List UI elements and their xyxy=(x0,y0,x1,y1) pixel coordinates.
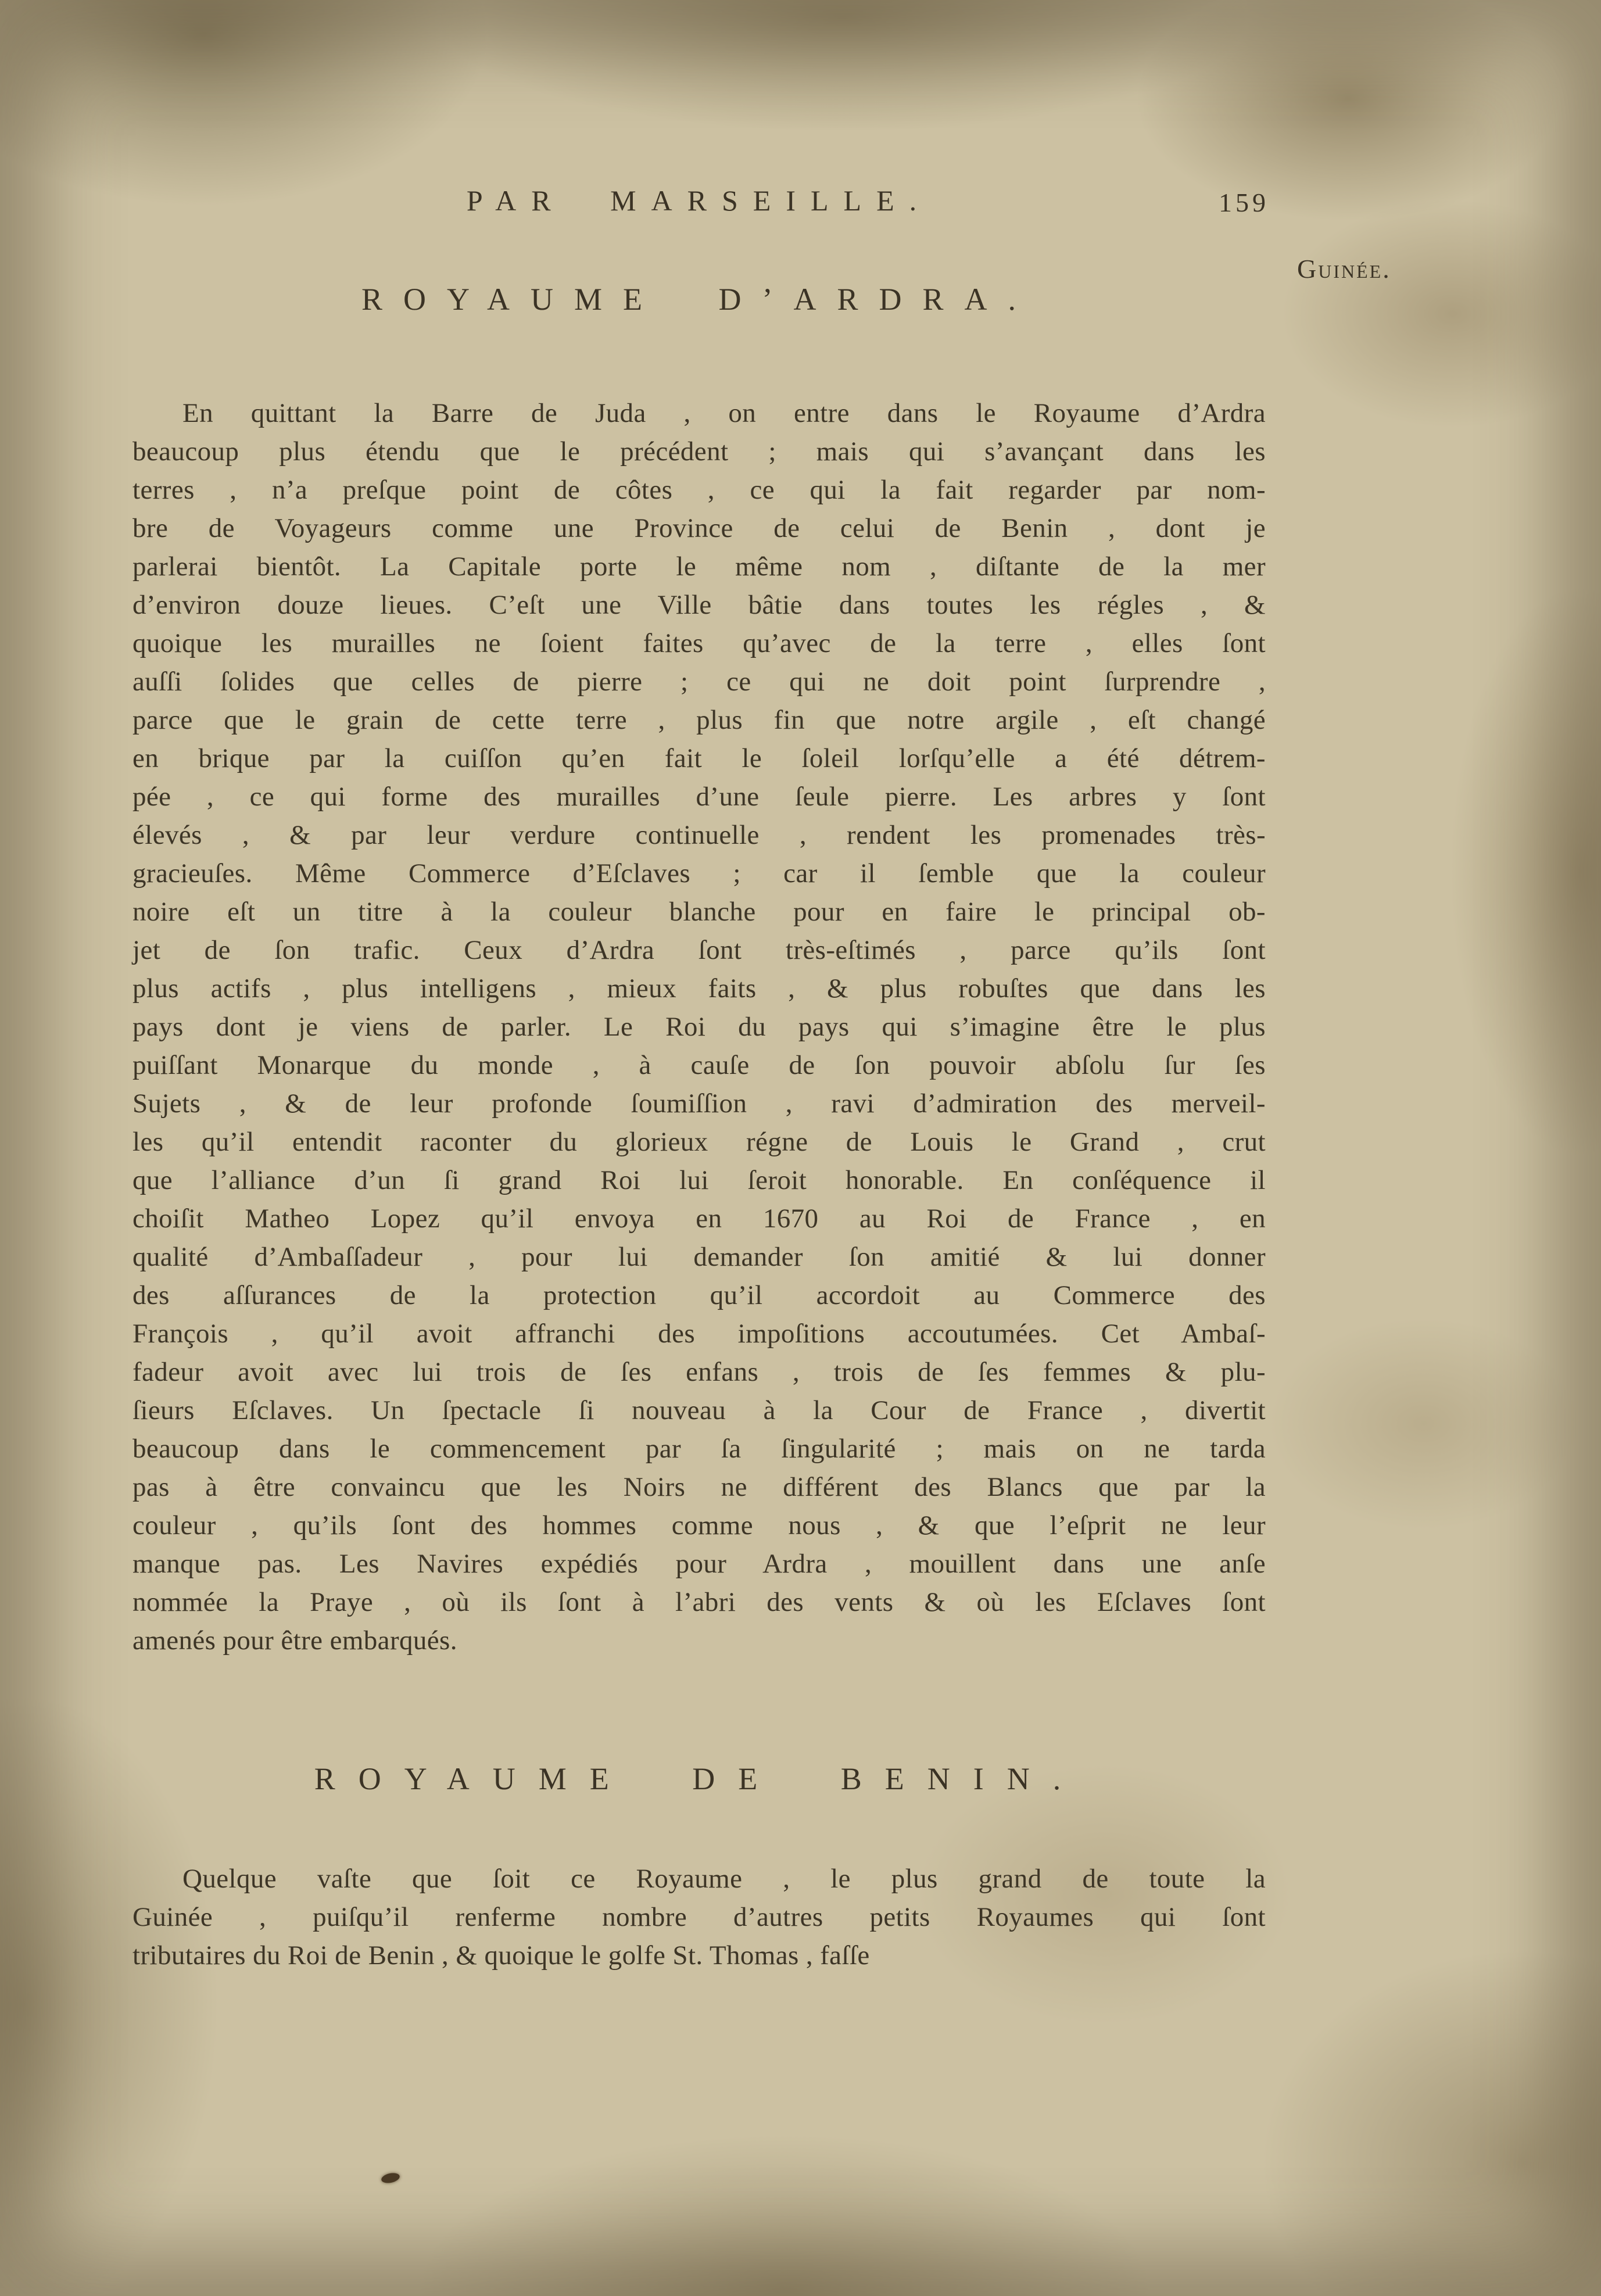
section-heading-ardra: ROYAUME D’ARDRA. xyxy=(361,282,1037,317)
page-number: 159 xyxy=(1219,188,1269,217)
paragraph-benin xyxy=(132,1860,1266,1975)
text-line: que l’alliance d’un ſi grand Roi lui ſeroit honorable. En conſéquence il xyxy=(132,1165,1266,1195)
section-heading-benin: ROYAUME DE BENIN. xyxy=(314,1761,1084,1796)
text-line: en brique par la cuiſſon qu’en fait le ſoleil lorſqu’elle a été détrem- xyxy=(132,743,1266,773)
text-line: auſſi ſolides que celles de pierre ; ce qui ne doit point ſurprendre , xyxy=(132,667,1266,697)
text-line: fadeur avoit avec lui trois de ſes enfans , trois de ſes femmes & plu- xyxy=(132,1357,1266,1387)
text-line: choiſit Matheo Lopez qu’il envoya en 1670 au Roi de France , en xyxy=(132,1203,1266,1234)
text-line: plus actifs , plus intelligens , mieux faits , & plus robuſtes que dans les xyxy=(132,973,1266,1004)
text-line: noire eſt un titre à la couleur blanche pour en faire le principal ob- xyxy=(132,897,1266,927)
text-line: parlerai bientôt. La Capitale porte le même nom , diſtante de la mer xyxy=(132,551,1266,582)
text-line: élevés , & par leur verdure continuelle , rendent les promenades très- xyxy=(132,820,1266,850)
text-line: les qu’il entendit raconter du glorieux régne de Louis le Grand , crut xyxy=(132,1127,1266,1157)
text-line: Guinée , puiſqu’il renferme nombre d’autres petits Royaumes qui ſont xyxy=(132,1902,1266,1932)
text-line: des aſſurances de la protection qu’il accordoit au Commerce des xyxy=(132,1280,1266,1310)
text-line: bre de Voyageurs comme une Province de celui de Benin , dont je xyxy=(132,513,1266,543)
text-line: gracieuſes. Même Commerce d’Eſclaves ; car il ſemble que la couleur xyxy=(132,858,1266,889)
text-line: jet de ſon trafic. Ceux d’Ardra ſont très-eſtimés , parce qu’ils ſont xyxy=(132,935,1266,965)
text-line: En quittant la Barre de Juda , on entre dans le Royaume d’Ardra xyxy=(182,398,1266,428)
margin-note: Guinée. xyxy=(1297,254,1391,284)
text-line: terres , n’a preſque point de côtes , ce qui la fait regarder par nom- xyxy=(132,475,1266,505)
text-line: d’environ douze lieues. C’eſt une Ville bâtie dans toutes les régles , & xyxy=(132,590,1266,620)
text-line: manque pas. Les Navires expédiés pour Ardra , mouillent dans une anſe xyxy=(132,1549,1266,1579)
text-line: pays dont je viens de parler. Le Roi du pays qui s’imagine être le plus xyxy=(132,1012,1266,1042)
text-line: parce que le grain de cette terre , plus fin que notre argile , eſt changé xyxy=(132,705,1266,735)
running-header: PAR MARSEILLE. xyxy=(466,184,932,217)
text-line: nommée la Praye , où ils ſont à l’abri des vents & où les Eſclaves ſont xyxy=(132,1587,1266,1617)
text-line: beaucoup plus étendu que le précédent ; mais qui s’avançant dans les xyxy=(132,436,1266,467)
ink-spot xyxy=(381,2172,401,2184)
text-line: pas à être convaincu que les Noirs ne différent des Blancs que par la xyxy=(132,1472,1266,1502)
text-line: beaucoup dans le commencement par ſa ſingularité ; mais on ne tarda xyxy=(132,1434,1266,1464)
paragraph-ardra xyxy=(132,394,1266,1660)
text-line: Quelque vaſte que ſoit ce Royaume , le plus grand de toute la xyxy=(182,1864,1266,1894)
text-line: ſieurs Eſclaves. Un ſpectacle ſi nouveau à la Cour de France , divertit xyxy=(132,1395,1266,1425)
text-line: puiſſant Monarque du monde , à cauſe de ſon pouvoir abſolu ſur ſes xyxy=(132,1050,1266,1080)
text-line: couleur , qu’ils ſont des hommes comme nous , & que l’eſprit ne leur xyxy=(132,1510,1266,1541)
text-line: Sujets , & de leur profonde ſoumiſſion , ravi d’admiration des merveil- xyxy=(132,1088,1266,1119)
text-line: amenés pour être embarqués. xyxy=(132,1625,457,1656)
text-line: qualité d’Ambaſſadeur , pour lui demander ſon amitié & lui donner xyxy=(132,1242,1266,1272)
text-line: François , qu’il avoit affranchi des impoſitions accoutumées. Cet Ambaſ- xyxy=(132,1319,1266,1349)
text-line: tributaires du Roi de Benin , & quoique le golfe St. Thomas , faſſe xyxy=(132,1940,870,1971)
text-line: pée , ce qui forme des murailles d’une ſeule pierre. Les arbres y ſont xyxy=(132,782,1266,812)
running-header-row xyxy=(132,184,1269,217)
text-line: quoique les murailles ne ſoient faites qu’avec de la terre , elles ſont xyxy=(132,628,1266,658)
